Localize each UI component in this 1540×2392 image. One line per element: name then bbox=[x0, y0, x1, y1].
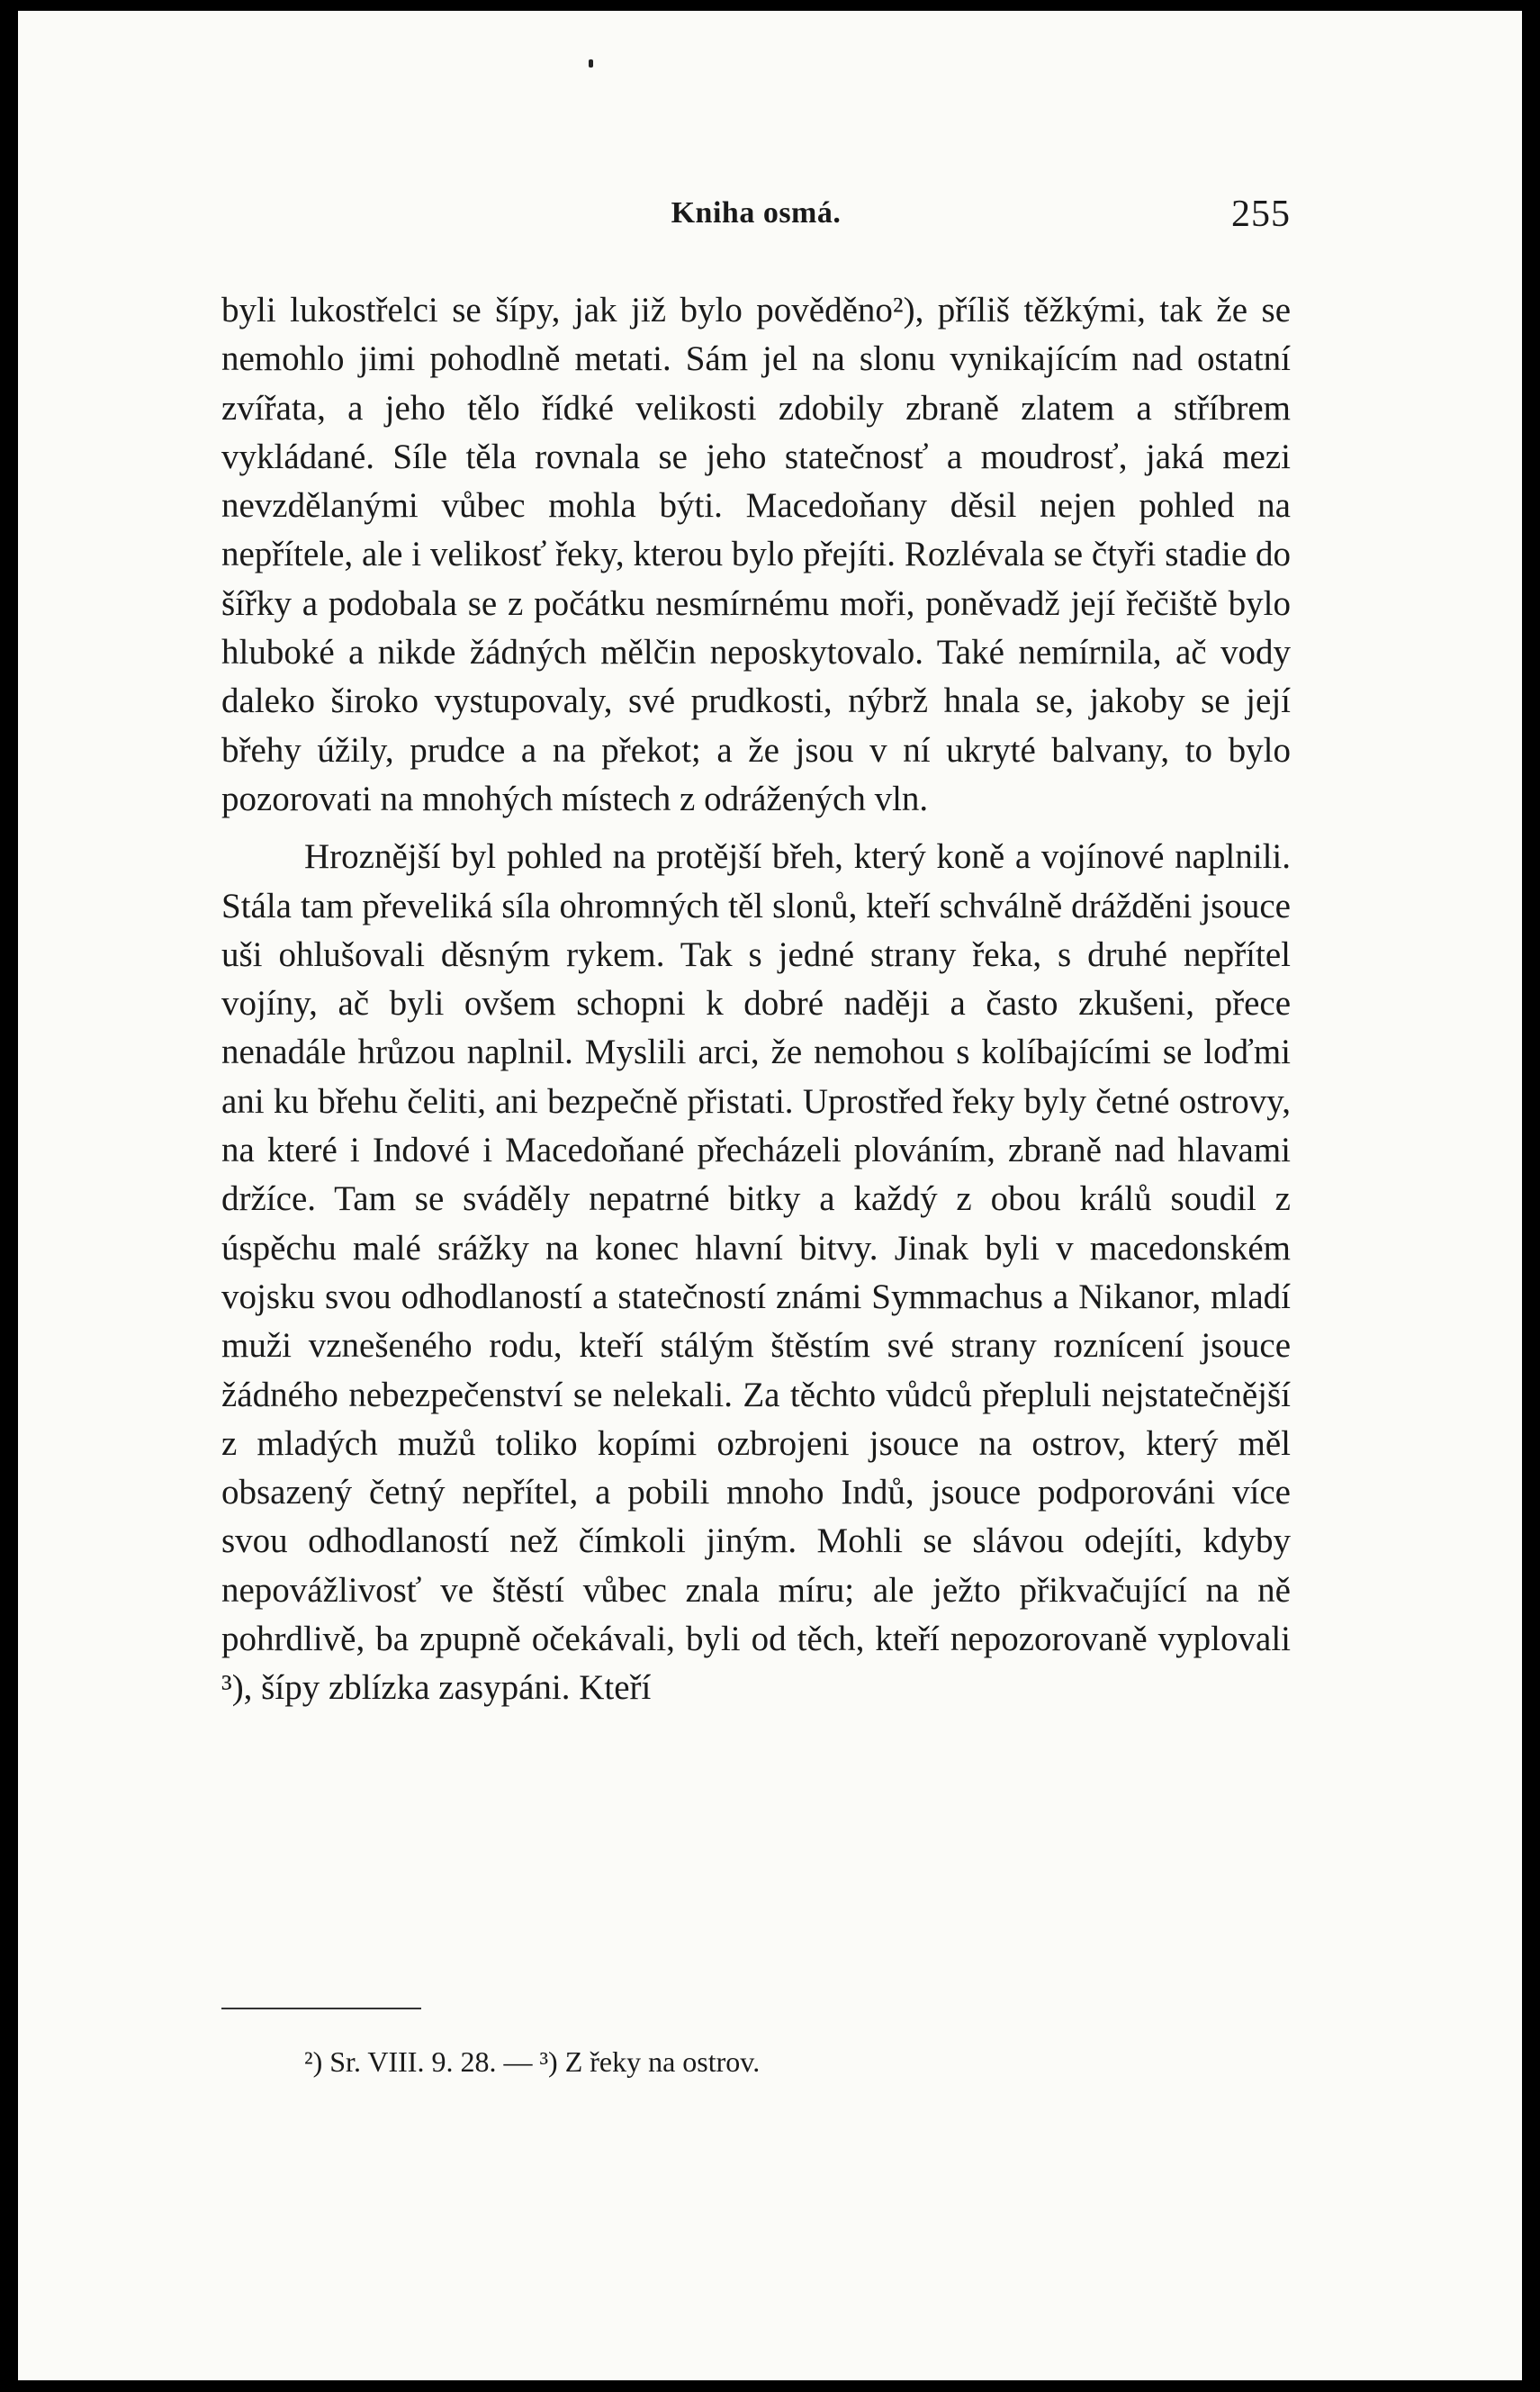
scan-speck bbox=[589, 59, 593, 68]
page-header bbox=[221, 187, 1291, 241]
running-head: Kniha osmá. bbox=[671, 196, 842, 230]
body-text bbox=[221, 286, 1291, 1713]
footnote-separator bbox=[221, 2008, 421, 2009]
paragraph-continued: byli lukostřelci se šípy, jak již bylo pověděno²), příliš těžkými, tak že se nemohlo jimi pohodlně metati. Sám jel na slonu vynikajícím nad ostatní zvířata, a jeho tělo řídké velikosti zdobily zbraně zlatem a stříbrem vykládané. Síle těla rovnala se jeho statečnosť a moudrosť, jaká mezi nevzdělanými vůbec mohla býti. Macedoňany děsil nejen pohled na nepřítele, ale i velikosť řeky, kterou bylo přejíti. Rozlévala se čtyři stadie do šířky a podobala se z počátku nesmírnému moři, poněvadž její řečiště bylo hluboké a nikde žádných mělčin neposkytovalo. Také nemírnila, ač vody daleko široko vystupovaly, své prudkosti, nýbrž hnala se, jakoby se její břehy úžily, prudce a na překot; a že jsou v ní ukryté balvany, to bylo pozorovati na mnohých místech z odrážených vln. bbox=[221, 291, 1291, 818]
footnotes: ²) Sr. VIII. 9. 28. — ³) Z řeky na ostrov. bbox=[304, 2045, 761, 2078]
paragraph: Hroznější byl pohled na protější břeh, který koně a vojínové naplnili. Stála tam převeliká síla ohromných těl slonů, kteří schválně drážděni jsouce uši ohlušovali děsným rykem. Tak s jedné strany řeka, s druhé nepřítel vojíny, ač byli ovšem schopni k dobré naději a často zkušeni, přece nenadále hrůzou naplnil. Myslili arci, že nemohou s kolíbajícími se loďmi ani ku břehu čeliti, ani bezpečně přistati. Uprostřed řeky byly četné ostrovy, na které i Indové i Macedoňané přecházeli plováním, zbraně nad hlavami držíce. Tam se sváděly nepatrné bitky a každý z obou králů soudil z úspěchu malé srážky na konec hlavní bitvy. Jinak byli v macedonském vojsku svou odhodlaností a statečností známi Symmachus a Nikanor, mladí muži vznešeného rodu, kteří stálým štěstím své strany roznícení jsouce žádného nebezpečenství se nelekali. Za těchto vůdců přepluli nejstatečnější z mladých mužů toliko kopími ozbrojeni jsouce na ostrov, který měl obsazený četný nepřítel, a pobili mnoho Indů, jsouce podporováni více svou odhodlaností než čímkoli jiným. Mohli se slávou odejíti, kdyby nepovážlivosť ve štěstí vůbec znala míru; ale ježto přikvačující na ně pohrdlivě, ba zpupně očekávali, byli od těch, kteří nepozorovaně vyplovali ³), šípy zblízka zasypáni. Kteří bbox=[221, 837, 1291, 1708]
page-number: 255 bbox=[1231, 194, 1291, 235]
